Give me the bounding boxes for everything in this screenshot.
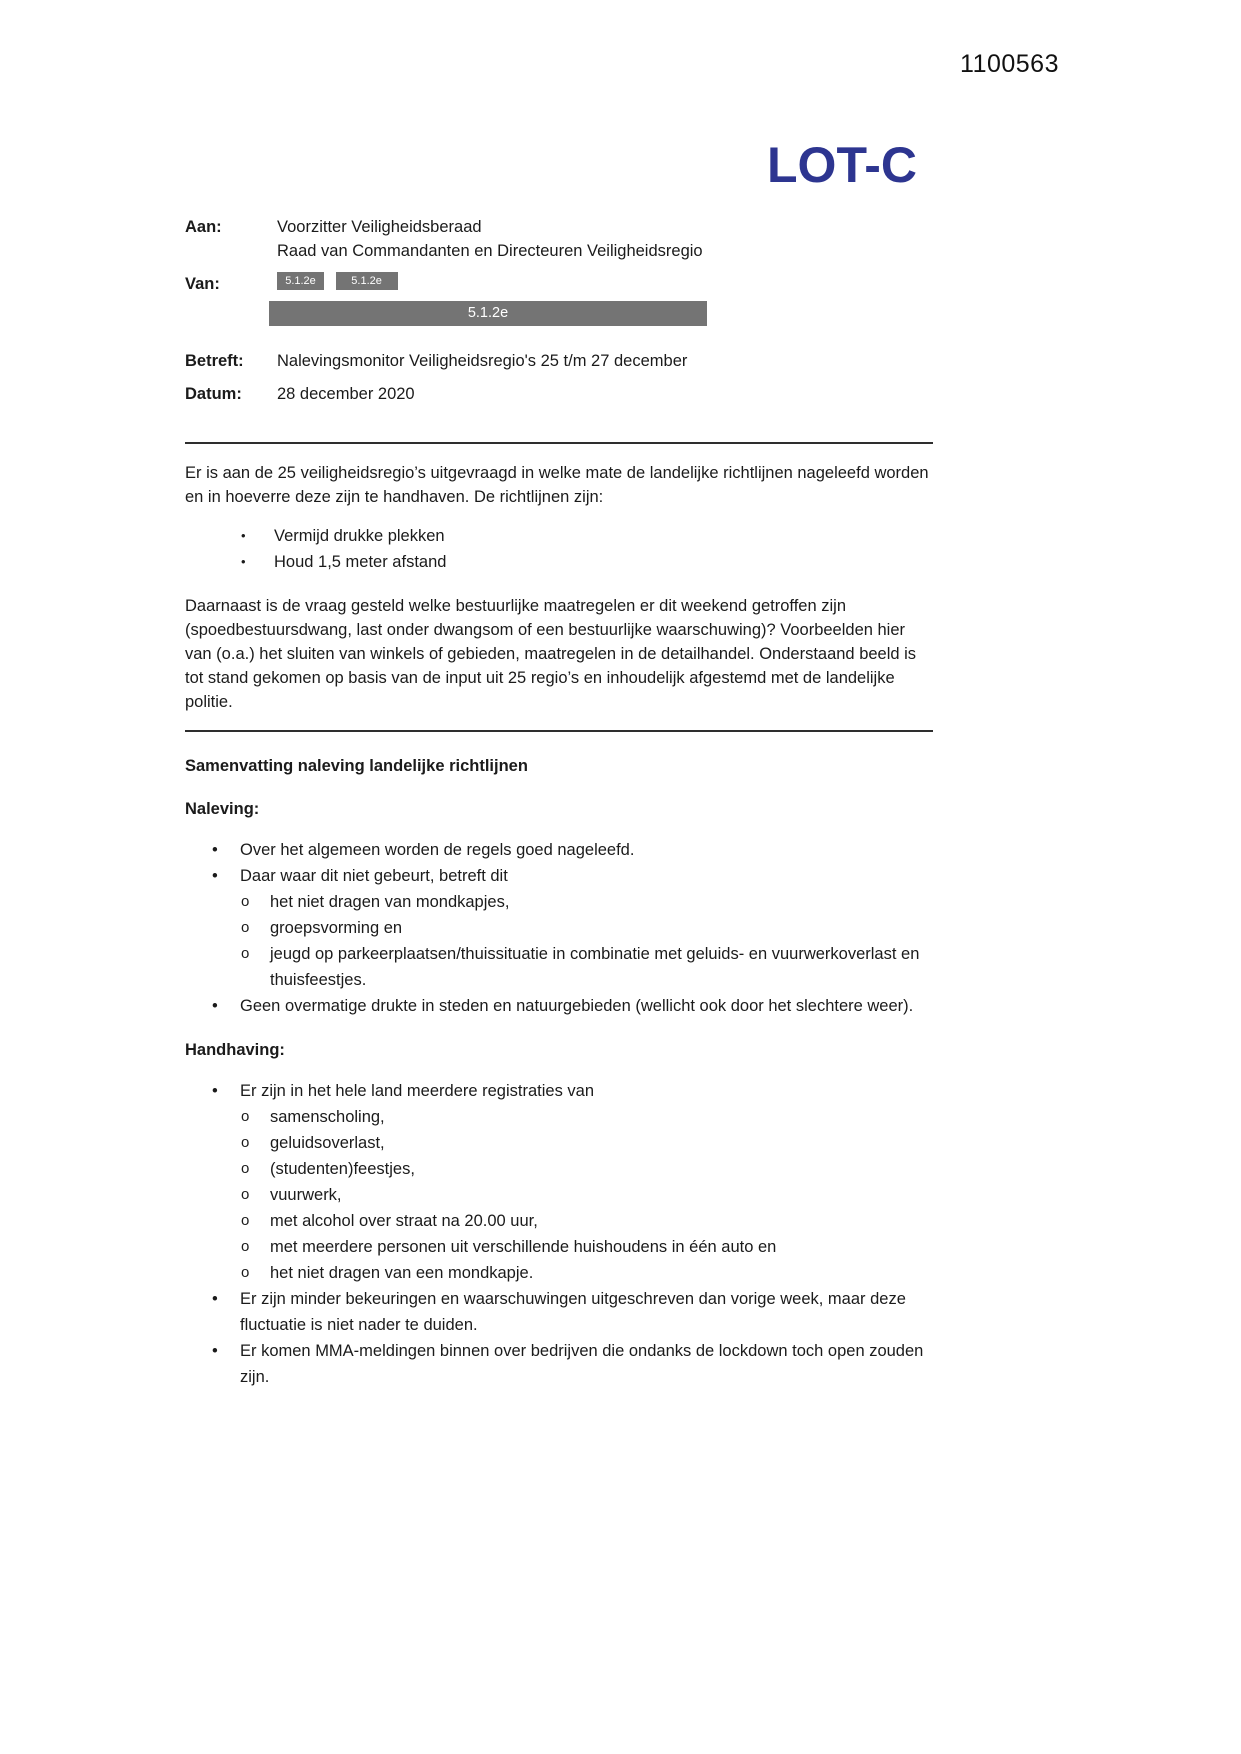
sub-list-item: [185, 1182, 933, 1208]
list-item-text: Daar waar dit niet gebeurt, betreft dit: [240, 867, 508, 885]
horizontal-rule-middle: [185, 730, 933, 732]
circle-bullet-icon: o: [241, 919, 250, 936]
sub-list-item: [185, 1208, 933, 1234]
aan-line-1: Voorzitter Veiligheidsberaad: [277, 218, 482, 236]
list-item-text: Over het algemeen worden de regels goed nageleefd.: [240, 841, 635, 859]
sub-list-item-text: met alcohol over straat na 20.00 uur,: [270, 1212, 538, 1230]
summary-title: Samenvatting naleving landelijke richtlijnen: [185, 757, 528, 775]
bullet-icon: •: [241, 528, 246, 543]
bullet-icon: •: [212, 1342, 218, 1360]
bullet-icon: •: [241, 554, 246, 569]
datum-label: Datum:: [185, 385, 242, 403]
bullet-icon: •: [212, 1290, 218, 1308]
intro-paragraph-2: Daarnaast is de vraag gesteld welke bestuurlijke maatregelen er dit weekend getroffen zijn (spoedbestuursdwang, last onder dwangsom of een bestuurlijke waarschuwing)? Voorbeelden hier van (o.a.) het sluiten van winkels of gebieden, maatregelen in de detailhandel. Onderstaand beeld is tot stand gekomen op basis van de input uit 25 regio’s en inhoudelijk afgestemd met de landelijke politie.: [185, 597, 917, 711]
redaction-bar-small-1: 5.1.2e: [277, 272, 324, 290]
handhaving-heading: Handhaving:: [185, 1041, 285, 1059]
memo-row-aan: [185, 215, 933, 263]
document-number: 1100563: [960, 50, 1059, 78]
list-item-text: Er zijn minder bekeuringen en waarschuwingen uitgeschreven dan vorige week, maar deze fluctuatie is niet nader te duiden.: [240, 1290, 906, 1334]
redaction-bar-small-2: 5.1.2e: [336, 272, 398, 290]
guidelines-list: [185, 523, 933, 575]
list-item: [185, 1078, 933, 1104]
sub-list-item-text: het niet dragen van mondkapjes,: [270, 893, 510, 911]
circle-bullet-icon: o: [241, 893, 250, 910]
horizontal-rule-top: [185, 442, 933, 444]
sub-list-item: [185, 1234, 933, 1260]
sub-list-item-text: met meerdere personen uit verschillende huishoudens in één auto en: [270, 1238, 777, 1256]
betreft-value: Nalevingsmonitor Veiligheidsregio's 25 t/m 27 december: [277, 352, 688, 370]
sub-list-item-text: samenscholing,: [270, 1108, 385, 1126]
circle-bullet-icon: o: [241, 1238, 250, 1255]
list-item-text: Er zijn in het hele land meerdere registraties van: [240, 1082, 595, 1100]
list-item-text: Er komen MMA-meldingen binnen over bedrijven die ondanks de lockdown toch open zouden zijn.: [240, 1342, 924, 1386]
circle-bullet-icon: o: [241, 1264, 250, 1281]
list-item: [185, 1338, 933, 1390]
list-item: [185, 1286, 933, 1338]
naleving-heading: Naleving:: [185, 800, 260, 818]
bullet-icon: •: [212, 997, 218, 1015]
lot-c-logo: LOT-C: [767, 137, 917, 193]
guideline-text: Houd 1,5 meter afstand: [274, 553, 447, 571]
van-value: [277, 272, 933, 326]
sub-list-item-text: groepsvorming en: [270, 919, 403, 937]
memo-row-van: [185, 272, 933, 326]
list-item-text: Geen overmatige drukte in steden en natuurgebieden (wellicht ook door het slechtere weer).: [240, 997, 914, 1015]
circle-bullet-icon: o: [241, 1108, 250, 1125]
sub-list-item-text: (studenten)feestjes,: [270, 1160, 415, 1178]
list-item: [185, 837, 933, 863]
naleving-list: [185, 837, 933, 1019]
sub-list-item: [185, 1260, 933, 1286]
sub-list-item-text: jeugd op parkeerplaatsen/thuissituatie in combinatie met geluids- en vuurwerkoverlast en thuisfeestjes.: [270, 945, 920, 989]
intro-paragraph-1: Er is aan de 25 veiligheidsregio’s uitgevraagd in welke mate de landelijke richtlijnen nageleefd worden en in hoeverre deze zijn te handhaven. De richtlijnen zijn:: [185, 464, 929, 506]
memo-row-betreft: [185, 349, 933, 373]
bullet-icon: •: [212, 867, 218, 885]
circle-bullet-icon: o: [241, 945, 250, 962]
van-label: Van:: [185, 275, 220, 293]
sub-list-item: [185, 1156, 933, 1182]
list-item: [185, 523, 933, 549]
sub-list-item: [185, 941, 933, 993]
handhaving-list: [185, 1078, 933, 1390]
document-content: [185, 0, 933, 1390]
redaction-bar-wide: 5.1.2e: [269, 301, 707, 326]
memo-row-datum: [185, 382, 933, 406]
circle-bullet-icon: o: [241, 1212, 250, 1229]
aan-label: Aan:: [185, 218, 222, 236]
circle-bullet-icon: o: [241, 1134, 250, 1151]
bullet-icon: •: [212, 1082, 218, 1100]
aan-line-2: Raad van Commandanten en Directeuren Veiligheidsregio: [277, 242, 703, 260]
memo-header: [185, 215, 933, 406]
list-item: [185, 549, 933, 575]
sub-list-item: [185, 889, 933, 915]
guideline-text: Vermijd drukke plekken: [274, 527, 445, 545]
bullet-icon: •: [212, 841, 218, 859]
sub-list-item: [185, 915, 933, 941]
sub-list-item-text: het niet dragen van een mondkapje.: [270, 1264, 534, 1282]
sub-list-item-text: geluidsoverlast,: [270, 1134, 385, 1152]
circle-bullet-icon: o: [241, 1160, 250, 1177]
aan-value: [277, 215, 933, 263]
betreft-label: Betreft:: [185, 352, 244, 370]
sub-list-item: [185, 1104, 933, 1130]
sub-list-item-text: vuurwerk,: [270, 1186, 342, 1204]
list-item: [185, 863, 933, 889]
circle-bullet-icon: o: [241, 1186, 250, 1203]
sub-list-item: [185, 1130, 933, 1156]
list-item: [185, 993, 933, 1019]
redaction-bars-row: [277, 272, 933, 296]
datum-value: 28 december 2020: [277, 385, 415, 403]
